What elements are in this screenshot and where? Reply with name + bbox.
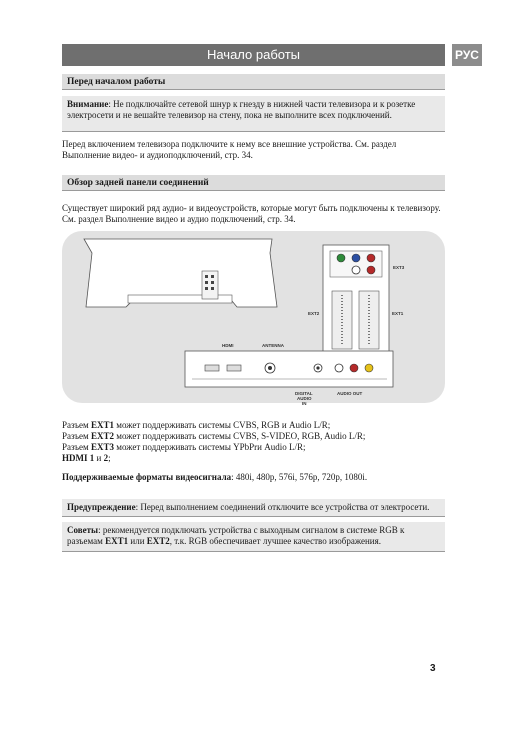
digital-audio-label-3: IN <box>302 401 307 405</box>
formats-label: Поддерживаемые форматы видеосигнала <box>62 472 232 482</box>
audio-out-label: AUDIO OUT <box>337 391 363 396</box>
rear-panel-illustration <box>62 229 445 405</box>
tv-connector-area <box>202 271 218 299</box>
rear-panel-paragraph: Существует широкий ряд аудио- и видеоустройств, которые могут быть подключены к телевизору. См. раздел Выполнение видео и аудио подключений, стр. 34. <box>62 203 441 224</box>
caution-note <box>62 499 445 517</box>
caution-text: : Перед выполнением соединений отключите все устройства от электросети. <box>135 502 430 512</box>
rear-panel-diagram <box>62 229 445 405</box>
ext3-info-line: Разъем EXT3 может поддерживать системы YPbPrи Audio L/R; <box>62 442 306 452</box>
ext1-label: EXT1 <box>392 311 404 316</box>
cvbs-jack <box>365 364 373 372</box>
supported-formats <box>62 472 445 483</box>
antenna-label: ANTENNA <box>262 343 284 348</box>
warning-note <box>62 96 445 132</box>
digital-audio-label-2: AUDIO <box>297 396 312 401</box>
formats-value: : 480i, 480p, 576i, 576p, 720p, 1080i. <box>231 472 368 482</box>
hdmi2-port <box>227 365 241 371</box>
hdmi-label: HDMI <box>222 343 234 348</box>
ext3-label: EXT3 <box>393 265 405 270</box>
warning-text: : Не подключайте сетевой шнур к гнезду в нижней части телевизора и к розетке электросети и не вешайте телевизор на стену, пока не выполните всех подключений. <box>67 99 416 120</box>
tips-note: Советы: рекомендуется подключать устройства с выходным сигналом в системе RGB к разъемам EXT1 или EXT2, т.к. RGB обеспечивает лучшее качество изображения. <box>62 522 445 552</box>
ypbpr-pr-jack <box>367 254 375 262</box>
audio-out-l-jack <box>335 364 343 372</box>
caution-label: Предупреждение <box>67 502 136 512</box>
connector-info <box>62 420 445 464</box>
ypbpr-y-jack <box>337 254 345 262</box>
tips-label: Советы <box>67 525 99 535</box>
ext2-info-line: Разъем EXT2 может поддерживать системы CVBS, S-VIDEO, RGB, Audio L/R; <box>62 431 366 441</box>
ext2-label: EXT2 <box>308 311 320 316</box>
ypbpr-pb-jack <box>352 254 360 262</box>
hdmi1-port <box>205 365 219 371</box>
language-tab: РУС <box>452 44 482 66</box>
section-heading-before-start: Перед началом работы <box>62 74 445 90</box>
section-heading-rear-panel: Обзор задней панели соединений <box>62 175 445 191</box>
hdmi-info-line: HDMI 1 и 2; <box>62 453 111 463</box>
page-title: Начало работы <box>62 44 445 66</box>
ext3-audio-r-jack <box>367 266 375 274</box>
digital-audio-label-1: DIGITAL <box>295 391 313 396</box>
audio-out-r-jack <box>350 364 358 372</box>
intro-paragraph: Перед включением телевизора подключите к нему все внешние устройства. См. раздел Выполнение видео- и аудиоподключений, стр. 34. <box>62 139 397 160</box>
warning-label: Внимание <box>67 99 109 109</box>
page-number: 3 <box>430 663 436 674</box>
ext1-info-line: Разъем EXT1 может поддерживать системы CVBS, RGB и Audio L/R; <box>62 420 331 430</box>
ext3-audio-l-jack <box>352 266 360 274</box>
